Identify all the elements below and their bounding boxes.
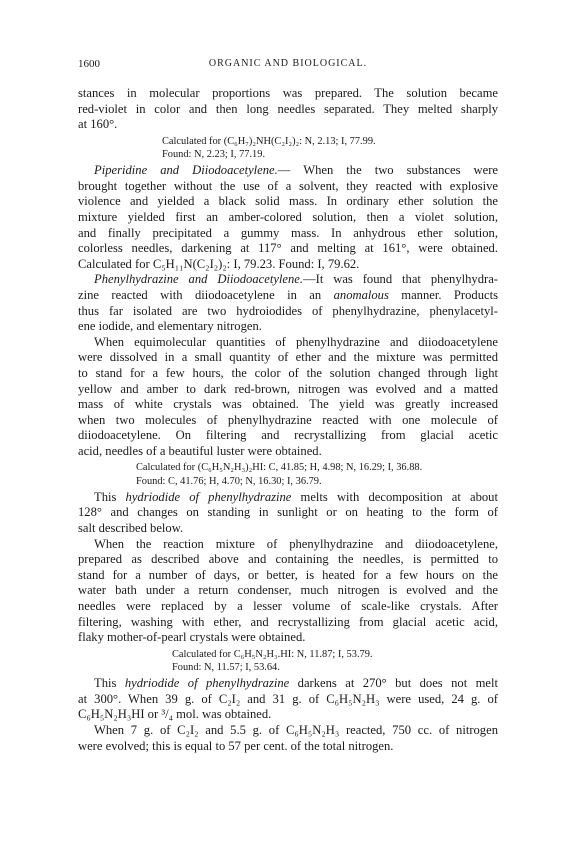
- text-line: Calculated for C₅H₁₁N(C₂I₂)₂: I, 79.23. Found: I, 79.62.: [78, 256, 360, 271]
- text-line: ene iodide, and elementary nitrogen.: [78, 319, 262, 334]
- text-line: Phenylhydrazine and Diiodoacetylene.—It was found that phenylhydra-: [94, 272, 498, 287]
- page-number: 1600: [78, 58, 100, 70]
- running-head: ORGANIC AND BIOLOGICAL.: [208, 58, 368, 69]
- text-line: prepared as described above and containing the needles, is permitted to: [78, 552, 498, 567]
- text-line: thus far isolated are two hydroiodides of phenylhydrazine, phenylacetyl-: [78, 303, 498, 318]
- text-line: When equimolecular quantities of phenylhydrazine and diiodoacetylene: [94, 334, 498, 349]
- text-line: When the reaction mixture of phenylhydrazine and diiodoacetylene,: [94, 536, 498, 551]
- text-line: needles were replaced by a lesser volume of scale-like crystals. After: [78, 599, 498, 614]
- text-line: to stand for a few hours, the color of the solution changed through light: [78, 365, 498, 380]
- text-line: when two molecules of phenylhydrazine reacted with one molecule of: [78, 412, 498, 427]
- text-line: acid, needles of a beautiful luster were obtained.: [78, 443, 322, 458]
- text-line: red-violet in color and then long needles separated. They melted sharply: [78, 101, 498, 116]
- analysis-found: Found: N, 2.23; I, 77.19.: [162, 148, 266, 160]
- text-line: yellow and amber to dark red-brown, nitrogen was evolved and a matted: [78, 381, 498, 396]
- analysis-found: Found: C, 41.76; H, 4.70; N, 16.30; I, 36.79.: [136, 475, 322, 487]
- text-line: were evolved; this is equal to 57 per cent. of the total nitrogen.: [78, 738, 394, 753]
- section-heading-phenylhydrazine: Phenylhydrazine and Diiodoacetylene.: [94, 272, 304, 287]
- text-line: salt described below.: [78, 521, 184, 536]
- body-text: [78, 86, 498, 754]
- text-line: zine reacted with diiodoacetylene in an anomalous manner. Products: [78, 287, 498, 302]
- analysis-calculated: Calculated for C₆H₅N₂H₃.HI: N, 11.87; I, 53.79.: [172, 648, 373, 660]
- text-line: were dissolved in a small quantity of ether and the mixture was permitted: [78, 350, 498, 365]
- text-line: When 7 g. of C₂I₂ and 5.5 g. of C₆H₅N₂H₃ reacted, 750 cc. of nitrogen: [94, 723, 498, 737]
- text-line: stand for a number of days, or better, is heated for a few hours on the: [78, 567, 498, 582]
- text-line: filtering, washing with ether, and recrystallizing from glacial acetic acid,: [78, 614, 498, 629]
- text-line: C₆H₅N₂H₃HI or ³/₄ mol. was obtained.: [78, 707, 272, 722]
- text-line: and finally precipitated a gummy mass. In anhydrous ether solution,: [78, 225, 498, 240]
- text-line: diiodoacetylene. On filtering and recrystallizing from glacial acetic: [78, 428, 498, 443]
- text-line: at 300°. When 39 g. of C₂I₂ and 31 g. of C₆H₅N₂H₃ were used, 24 g. of: [78, 691, 498, 706]
- text-line: This hydriodide of phenylhydrazine darkens at 270° but does not melt: [94, 676, 498, 691]
- text-line: violence and yielded a black solid mass. In ordinary ether solution the: [78, 194, 498, 209]
- text-line: stances in molecular proportions was prepared. The solution became: [78, 86, 498, 100]
- text-line: This hydriodide of phenylhydrazine melts with decomposition at about: [94, 489, 498, 504]
- analysis-found: Found: N, 11.57; I, 53.64.: [172, 662, 280, 674]
- text-line: colorless needles, darkening at 117° and melting at 161°, were obtained.: [78, 241, 498, 256]
- section-heading-piperidine: Piperidine and Diiodoacetylene.: [94, 163, 278, 178]
- text-line: Piperidine and Diiodoacetylene.— When the two substances were: [94, 163, 498, 178]
- page-header: [78, 58, 498, 74]
- analysis-calculated: Calculated for (C₆H₇)₂NH(C₂I₂)₂: N, 2.13; I, 77.99.: [162, 135, 376, 147]
- text-line: mass of white crystals was obtained. The yield was greatly increased: [78, 397, 498, 412]
- text-line: water bath under a return condenser, much nitrogen is evolved and the: [78, 583, 498, 598]
- text-line: brought together without the use of a solvent, they reacted with explosive: [78, 178, 498, 193]
- analysis-calculated: Calculated for (C₆H₅N₂H₃)₂HI: C, 41.85; H, 4.98; N, 16.29; I, 36.88.: [136, 462, 423, 474]
- text-line: flaky mother-of-pearl crystals were obtained.: [78, 630, 306, 645]
- text-line: at 160°.: [78, 117, 118, 132]
- text-line: mixture yielded first an amber-colored solution, then a violet solution,: [78, 209, 498, 224]
- text-line: 128° and changes on standing in sunlight or on heating to the form of: [78, 505, 498, 520]
